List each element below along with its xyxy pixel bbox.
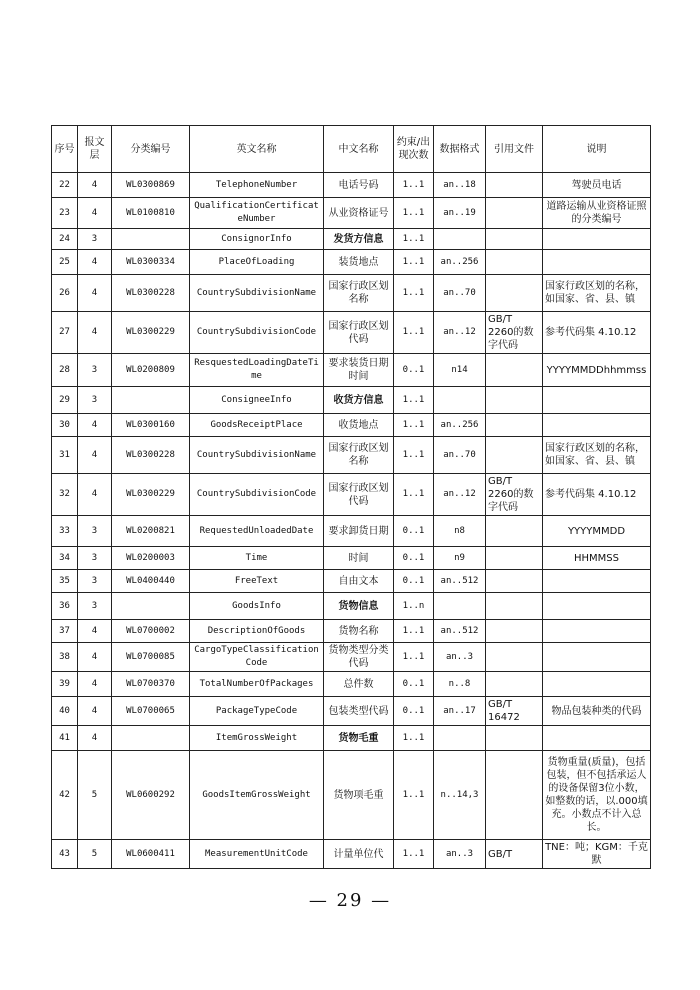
cell-constraint: 0..1 bbox=[394, 547, 434, 570]
cell-constraint: 1..1 bbox=[394, 437, 434, 474]
cell-code bbox=[112, 593, 190, 620]
cell-english-name: GoodsItemGrossWeight bbox=[190, 751, 324, 840]
cell-english-name: QualificationCertificateNumber bbox=[190, 198, 324, 229]
cell-english-name: CountrySubdivisionCode bbox=[190, 474, 324, 516]
cell-code bbox=[112, 726, 190, 751]
cell-chinese-name: 总件数 bbox=[324, 672, 394, 697]
cell-format: an..12 bbox=[434, 474, 486, 516]
table-row bbox=[52, 229, 651, 250]
cell-english-name: DescriptionOfGoods bbox=[190, 620, 324, 643]
cell-format: an..70 bbox=[434, 275, 486, 312]
cell-layer: 4 bbox=[78, 173, 112, 198]
cell-code: WL0300229 bbox=[112, 474, 190, 516]
cell-format: n..8 bbox=[434, 672, 486, 697]
cell-english-name: PackageTypeCode bbox=[190, 697, 324, 726]
table-row bbox=[52, 593, 651, 620]
cell-description: 国家行政区划的名称，如国家、省、县、镇 bbox=[543, 275, 651, 312]
cell-chinese-name: 要求装货日期时间 bbox=[324, 354, 394, 387]
header-reference: 引用文件 bbox=[486, 126, 543, 173]
table-row bbox=[52, 697, 651, 726]
table-row bbox=[52, 474, 651, 516]
cell-layer: 4 bbox=[78, 198, 112, 229]
cell-layer: 4 bbox=[78, 437, 112, 474]
cell-seq: 28 bbox=[52, 354, 78, 387]
cell-reference bbox=[486, 672, 543, 697]
cell-description bbox=[543, 726, 651, 751]
table-row bbox=[52, 643, 651, 672]
cell-layer: 3 bbox=[78, 570, 112, 593]
cell-chinese-name: 货物毛重 bbox=[324, 726, 394, 751]
cell-english-name: ItemGrossWeight bbox=[190, 726, 324, 751]
cell-constraint: 1..1 bbox=[394, 643, 434, 672]
cell-chinese-name: 收货地点 bbox=[324, 414, 394, 437]
cell-code: WL0200821 bbox=[112, 516, 190, 547]
cell-constraint: 1..n bbox=[394, 593, 434, 620]
cell-constraint: 1..1 bbox=[394, 474, 434, 516]
cell-reference: GB/T bbox=[486, 840, 543, 869]
cell-description bbox=[543, 672, 651, 697]
cell-format: n9 bbox=[434, 547, 486, 570]
cell-chinese-name: 国家行政区划代码 bbox=[324, 312, 394, 354]
cell-chinese-name: 国家行政区划代码 bbox=[324, 474, 394, 516]
table-row bbox=[52, 173, 651, 198]
cell-seq: 43 bbox=[52, 840, 78, 869]
cell-layer: 4 bbox=[78, 250, 112, 275]
cell-chinese-name: 货物信息 bbox=[324, 593, 394, 620]
cell-constraint: 1..1 bbox=[394, 387, 434, 414]
cell-code: WL0600292 bbox=[112, 751, 190, 840]
cell-seq: 32 bbox=[52, 474, 78, 516]
cell-layer: 4 bbox=[78, 312, 112, 354]
cell-layer: 3 bbox=[78, 354, 112, 387]
cell-code: WL0200003 bbox=[112, 547, 190, 570]
cell-english-name: CountrySubdivisionName bbox=[190, 437, 324, 474]
cell-reference bbox=[486, 593, 543, 620]
cell-layer: 3 bbox=[78, 387, 112, 414]
header-seq: 序号 bbox=[52, 126, 78, 173]
cell-english-name: TotalNumberOfPackages bbox=[190, 672, 324, 697]
cell-english-name: Time bbox=[190, 547, 324, 570]
data-element-table bbox=[51, 125, 651, 869]
cell-reference bbox=[486, 570, 543, 593]
table-row bbox=[52, 547, 651, 570]
table-row bbox=[52, 198, 651, 229]
cell-reference: GB/T 2260的数字代码 bbox=[486, 474, 543, 516]
cell-description bbox=[543, 643, 651, 672]
cell-format bbox=[434, 593, 486, 620]
cell-format: an..256 bbox=[434, 250, 486, 275]
cell-chinese-name: 装货地点 bbox=[324, 250, 394, 275]
cell-seq: 33 bbox=[52, 516, 78, 547]
table-body bbox=[52, 173, 651, 869]
cell-seq: 22 bbox=[52, 173, 78, 198]
cell-constraint: 1..1 bbox=[394, 620, 434, 643]
header-constraint: 约束/出现次数 bbox=[394, 126, 434, 173]
cell-english-name: FreeText bbox=[190, 570, 324, 593]
cell-description bbox=[543, 229, 651, 250]
cell-description: HHMMSS bbox=[543, 547, 651, 570]
cell-layer: 4 bbox=[78, 697, 112, 726]
header-english-name: 英文名称 bbox=[190, 126, 324, 173]
cell-seq: 37 bbox=[52, 620, 78, 643]
header-layer: 报文层 bbox=[78, 126, 112, 173]
cell-seq: 25 bbox=[52, 250, 78, 275]
cell-english-name: ResquestedLoadingDateTime bbox=[190, 354, 324, 387]
table-row bbox=[52, 414, 651, 437]
table-row bbox=[52, 726, 651, 751]
cell-format: an..19 bbox=[434, 198, 486, 229]
cell-code: WL0300160 bbox=[112, 414, 190, 437]
cell-description bbox=[543, 593, 651, 620]
cell-chinese-name: 电话号码 bbox=[324, 173, 394, 198]
cell-description: 参考代码集 4.10.12 bbox=[543, 474, 651, 516]
cell-constraint: 0..1 bbox=[394, 697, 434, 726]
table-row bbox=[52, 672, 651, 697]
cell-code: WL0300334 bbox=[112, 250, 190, 275]
cell-format: an..256 bbox=[434, 414, 486, 437]
cell-reference bbox=[486, 250, 543, 275]
cell-code: WL0100810 bbox=[112, 198, 190, 229]
cell-constraint: 0..1 bbox=[394, 570, 434, 593]
cell-seq: 42 bbox=[52, 751, 78, 840]
cell-format: an..17 bbox=[434, 697, 486, 726]
cell-reference bbox=[486, 620, 543, 643]
cell-chinese-name: 国家行政区划名称 bbox=[324, 437, 394, 474]
table-row bbox=[52, 840, 651, 869]
cell-constraint: 1..1 bbox=[394, 198, 434, 229]
cell-format bbox=[434, 229, 486, 250]
cell-code: WL0300229 bbox=[112, 312, 190, 354]
cell-reference bbox=[486, 229, 543, 250]
table-row bbox=[52, 275, 651, 312]
cell-chinese-name: 发货方信息 bbox=[324, 229, 394, 250]
cell-description: 货物重量(质量)，包括包装，但不包括承运人的设备保留3位小数，如整数的话，以.000填充。小数点不计入总长。 bbox=[543, 751, 651, 840]
cell-seq: 36 bbox=[52, 593, 78, 620]
cell-chinese-name: 货物项毛重 bbox=[324, 751, 394, 840]
cell-layer: 5 bbox=[78, 840, 112, 869]
cell-seq: 40 bbox=[52, 697, 78, 726]
cell-seq: 29 bbox=[52, 387, 78, 414]
cell-format: an..3 bbox=[434, 643, 486, 672]
cell-description bbox=[543, 250, 651, 275]
cell-description: TNE：吨；KGM：千克默 bbox=[543, 840, 651, 869]
cell-reference: GB/T 16472 bbox=[486, 697, 543, 726]
cell-chinese-name: 自由文本 bbox=[324, 570, 394, 593]
table-row bbox=[52, 751, 651, 840]
cell-code bbox=[112, 229, 190, 250]
table-row bbox=[52, 387, 651, 414]
cell-description bbox=[543, 387, 651, 414]
cell-constraint: 1..1 bbox=[394, 414, 434, 437]
cell-layer: 4 bbox=[78, 620, 112, 643]
cell-seq: 35 bbox=[52, 570, 78, 593]
cell-code: WL0300228 bbox=[112, 437, 190, 474]
cell-chinese-name: 货物名称 bbox=[324, 620, 394, 643]
cell-description: 物品包装种类的代码 bbox=[543, 697, 651, 726]
cell-format bbox=[434, 726, 486, 751]
cell-reference bbox=[486, 437, 543, 474]
table-row bbox=[52, 620, 651, 643]
cell-reference bbox=[486, 414, 543, 437]
cell-layer: 3 bbox=[78, 516, 112, 547]
cell-format: n8 bbox=[434, 516, 486, 547]
cell-code: WL0700085 bbox=[112, 643, 190, 672]
cell-constraint: 1..1 bbox=[394, 840, 434, 869]
cell-chinese-name: 时间 bbox=[324, 547, 394, 570]
cell-constraint: 1..1 bbox=[394, 275, 434, 312]
cell-english-name: TelephoneNumber bbox=[190, 173, 324, 198]
cell-constraint: 0..1 bbox=[394, 672, 434, 697]
cell-chinese-name: 包装类型代码 bbox=[324, 697, 394, 726]
cell-description bbox=[543, 570, 651, 593]
cell-reference bbox=[486, 516, 543, 547]
cell-description: 道路运输从业资格证照的分类编号 bbox=[543, 198, 651, 229]
cell-seq: 26 bbox=[52, 275, 78, 312]
cell-format: an..512 bbox=[434, 570, 486, 593]
cell-constraint: 1..1 bbox=[394, 312, 434, 354]
cell-code: WL0700370 bbox=[112, 672, 190, 697]
cell-layer: 4 bbox=[78, 726, 112, 751]
table-row bbox=[52, 570, 651, 593]
cell-layer: 4 bbox=[78, 672, 112, 697]
cell-seq: 30 bbox=[52, 414, 78, 437]
cell-seq: 38 bbox=[52, 643, 78, 672]
cell-english-name: MeasurementUnitCode bbox=[190, 840, 324, 869]
cell-layer: 5 bbox=[78, 751, 112, 840]
cell-description: 驾驶员电话 bbox=[543, 173, 651, 198]
cell-code: WL0700065 bbox=[112, 697, 190, 726]
cell-constraint: 1..1 bbox=[394, 229, 434, 250]
table-row bbox=[52, 437, 651, 474]
cell-format: an..12 bbox=[434, 312, 486, 354]
cell-english-name: ConsignorInfo bbox=[190, 229, 324, 250]
cell-layer: 4 bbox=[78, 643, 112, 672]
cell-seq: 24 bbox=[52, 229, 78, 250]
cell-format: n14 bbox=[434, 354, 486, 387]
cell-english-name: CargoTypeClassificationCode bbox=[190, 643, 324, 672]
header-code: 分类编号 bbox=[112, 126, 190, 173]
cell-layer: 4 bbox=[78, 275, 112, 312]
table-row bbox=[52, 312, 651, 354]
cell-english-name: GoodsInfo bbox=[190, 593, 324, 620]
cell-reference bbox=[486, 751, 543, 840]
cell-reference bbox=[486, 643, 543, 672]
cell-english-name: RequestedUnloadedDate bbox=[190, 516, 324, 547]
cell-description: 参考代码集 4.10.12 bbox=[543, 312, 651, 354]
header-format: 数据格式 bbox=[434, 126, 486, 173]
cell-layer: 3 bbox=[78, 229, 112, 250]
cell-seq: 39 bbox=[52, 672, 78, 697]
cell-format: an..70 bbox=[434, 437, 486, 474]
cell-code: WL0700002 bbox=[112, 620, 190, 643]
table-header-row bbox=[52, 126, 651, 173]
cell-reference bbox=[486, 354, 543, 387]
cell-reference: GB/T 2260的数字代码 bbox=[486, 312, 543, 354]
cell-seq: 41 bbox=[52, 726, 78, 751]
cell-format: n..14,3 bbox=[434, 751, 486, 840]
cell-code bbox=[112, 387, 190, 414]
cell-description bbox=[543, 620, 651, 643]
cell-constraint: 0..1 bbox=[394, 516, 434, 547]
table-row bbox=[52, 250, 651, 275]
cell-code: WL0200809 bbox=[112, 354, 190, 387]
cell-english-name: CountrySubdivisionName bbox=[190, 275, 324, 312]
cell-layer: 3 bbox=[78, 593, 112, 620]
cell-code: WL0300869 bbox=[112, 173, 190, 198]
cell-layer: 3 bbox=[78, 547, 112, 570]
cell-chinese-name: 货物类型分类代码 bbox=[324, 643, 394, 672]
header-chinese-name: 中文名称 bbox=[324, 126, 394, 173]
cell-constraint: 1..1 bbox=[394, 726, 434, 751]
cell-layer: 4 bbox=[78, 414, 112, 437]
cell-constraint: 1..1 bbox=[394, 751, 434, 840]
table-row bbox=[52, 354, 651, 387]
cell-code: WL0600411 bbox=[112, 840, 190, 869]
cell-seq: 23 bbox=[52, 198, 78, 229]
cell-reference bbox=[486, 547, 543, 570]
cell-reference bbox=[486, 726, 543, 751]
cell-description: YYYYMMDD bbox=[543, 516, 651, 547]
cell-english-name: PlaceOfLoading bbox=[190, 250, 324, 275]
header-description: 说明 bbox=[543, 126, 651, 173]
cell-seq: 31 bbox=[52, 437, 78, 474]
cell-reference bbox=[486, 173, 543, 198]
cell-format: an..3 bbox=[434, 840, 486, 869]
page-number: — 29 — bbox=[308, 890, 392, 911]
cell-code: WL0300228 bbox=[112, 275, 190, 312]
cell-format bbox=[434, 387, 486, 414]
cell-constraint: 0..1 bbox=[394, 354, 434, 387]
cell-code: WL0400440 bbox=[112, 570, 190, 593]
cell-layer: 4 bbox=[78, 474, 112, 516]
cell-reference bbox=[486, 275, 543, 312]
cell-format: an..512 bbox=[434, 620, 486, 643]
cell-description: YYYYMMDDhhmmss bbox=[543, 354, 651, 387]
cell-description bbox=[543, 414, 651, 437]
cell-chinese-name: 要求卸货日期 bbox=[324, 516, 394, 547]
cell-seq: 27 bbox=[52, 312, 78, 354]
cell-reference bbox=[486, 198, 543, 229]
cell-chinese-name: 收货方信息 bbox=[324, 387, 394, 414]
cell-seq: 34 bbox=[52, 547, 78, 570]
cell-format: an..18 bbox=[434, 173, 486, 198]
cell-english-name: CountrySubdivisionCode bbox=[190, 312, 324, 354]
cell-description: 国家行政区划的名称，如国家、省、县、镇 bbox=[543, 437, 651, 474]
cell-chinese-name: 国家行政区划名称 bbox=[324, 275, 394, 312]
cell-chinese-name: 从业资格证号 bbox=[324, 198, 394, 229]
cell-english-name: GoodsReceiptPlace bbox=[190, 414, 324, 437]
cell-chinese-name: 计量单位代 bbox=[324, 840, 394, 869]
cell-reference bbox=[486, 387, 543, 414]
cell-constraint: 1..1 bbox=[394, 173, 434, 198]
table-row bbox=[52, 516, 651, 547]
cell-english-name: ConsigneeInfo bbox=[190, 387, 324, 414]
cell-constraint: 1..1 bbox=[394, 250, 434, 275]
